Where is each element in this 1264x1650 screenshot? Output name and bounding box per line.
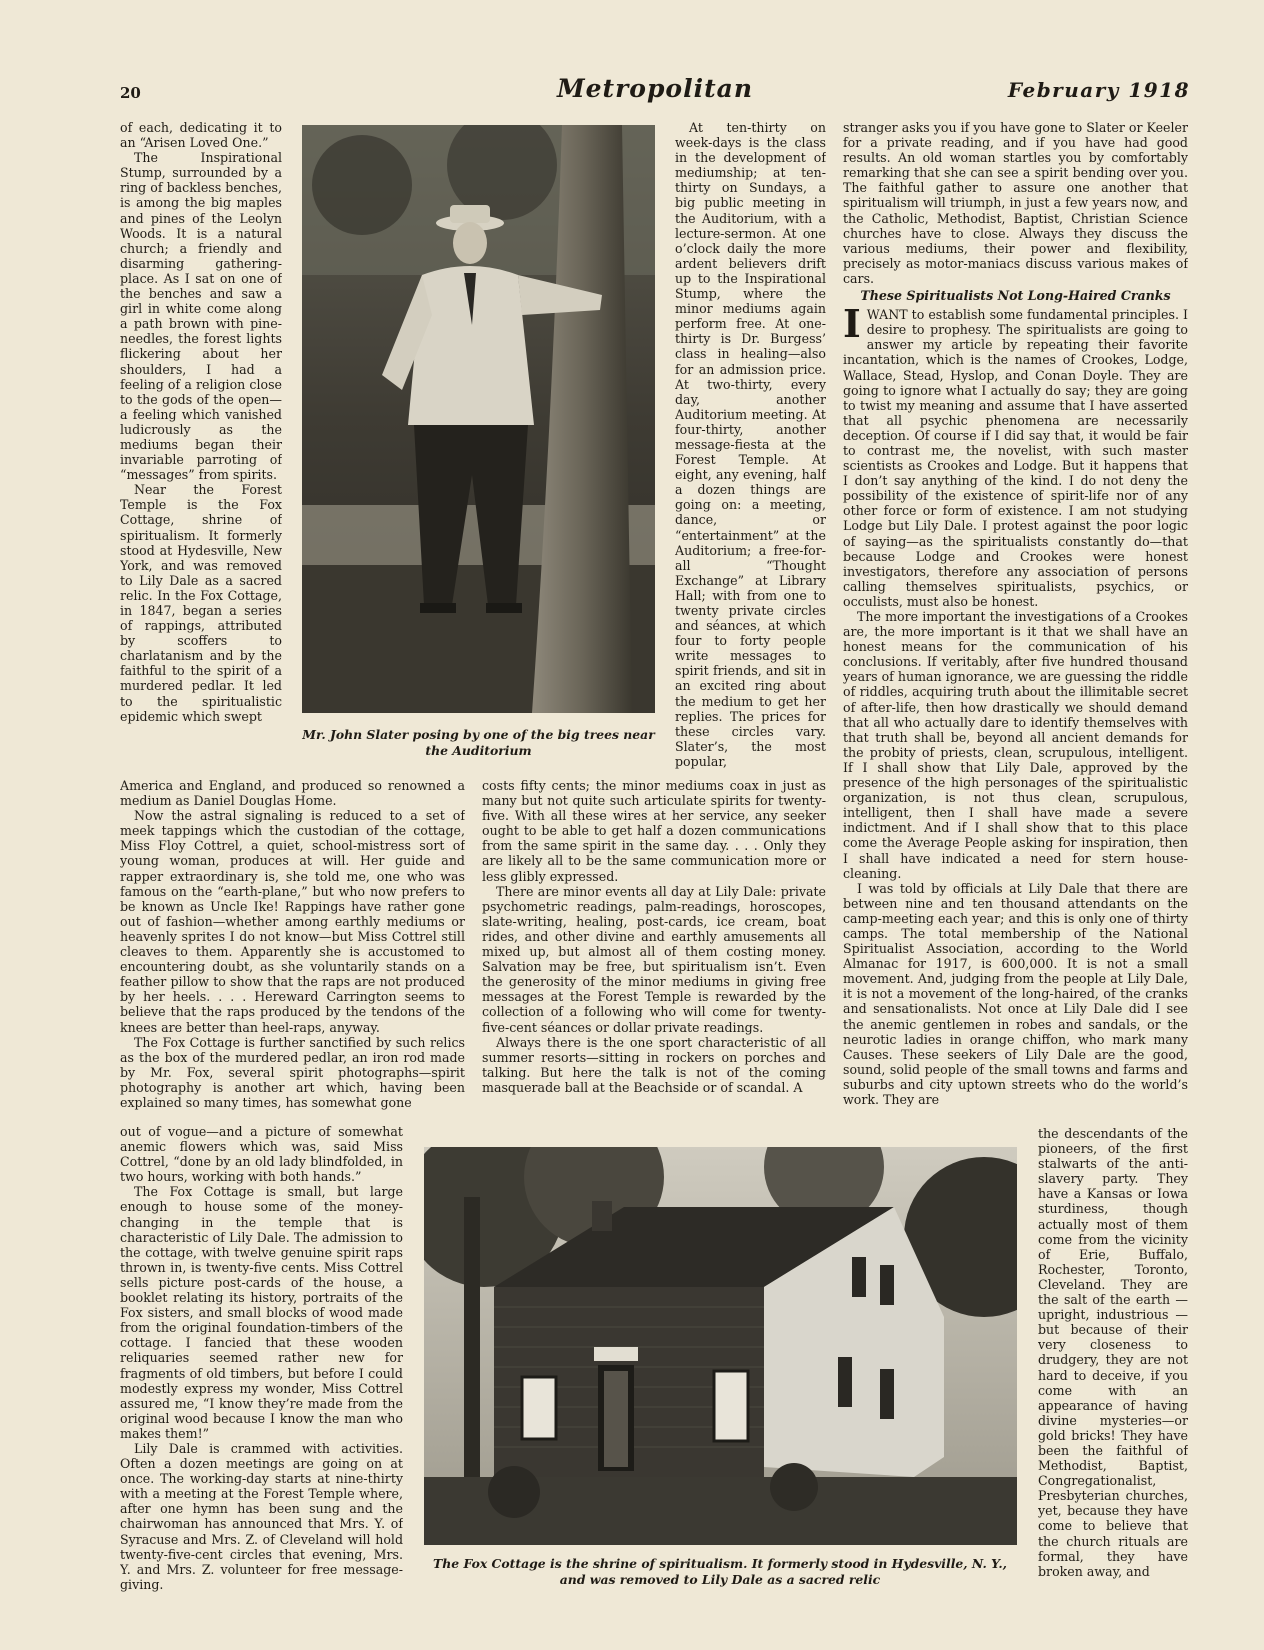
col2-top-text xyxy=(675,120,826,776)
drop-cap: I xyxy=(843,301,861,347)
slater-photo-caption: Mr. John Slater posing by one of the big trees near the Auditorium xyxy=(302,727,655,758)
col1-wide-text xyxy=(120,778,465,1124)
paragraph: costs fifty cents; the minor mediums coax in just as many but not quite such articulate spirits for twenty-five. With all these wires at her service, any seeker ought to be able to get half a dozen communications from the same spirit in the same day. . . . Only they are likely all to be the same communication more or less glibly expressed. xyxy=(482,778,826,884)
fox-cottage-photo xyxy=(424,1147,1017,1545)
paragraph: I was told by officials at Lily Dale that there are between nine and ten thousand attendants on the camp-meeting each year; and this is only one of thirty camps. The total membership of the National Spiritualist Association, according to the World Almanac for 1917, is 600,000. It is not a small movement. And, judging from the people at Lily Dale, it is not a movement of the long-haired, of the cranks and sensationalists. Not once at Lily Dale did I see the anemic gentlemen in robes and sandals, or the neurotic ladies in orange chiffon, who mark many Causes. These seekers of Lily Dale are the good, sound, solid people of the small towns and farms and suburbs and city uptown streets who do the world’s work. They are xyxy=(843,880,1188,1107)
paragraph: America and England, and produced so renowned a medium as Daniel Douglas Home. xyxy=(120,778,465,809)
fox-cottage-illustration xyxy=(424,1147,1017,1545)
paragraph: Lily Dale is crammed with activities. Often a dozen meetings are going on at once. The working-day starts at nine-thirty with a meeting at the Forest Temple where, after one hymn has been sung and the chairwoman has announced that Mrs. Y. of Syracuse and Mrs. Z. of Cleveland will hold twenty-five-cent circles that evening, Mrs. Y. and Mrs. Z. volunteer for free message-giving. xyxy=(120,1440,403,1592)
paragraph: of each, dedicating it to an “Arisen Loved One.” xyxy=(120,120,282,151)
col2-wide-text xyxy=(482,778,826,1124)
paragraph: the descendants of the pioneers, of the first stalwarts of the anti-slavery party. They have a Kansas or Iowa sturdiness, though actually most of them come from the vicinity of Erie, Buffalo, Rochester, Toronto, Cleveland. They are the salt of the earth — upright, industrious — but because of their very closeness to drudgery, they are not hard to deceive, if you come with an appearance of having divine mysteries—or gold bricks! They have been the faithful of Methodist, Baptist, Congregationalist, Presbyterian churches, yet, because they have come to believe that the church rituals are formal, they have broken away, and xyxy=(1038,1126,1188,1579)
paragraph-text: WANT to establish some fundamental principles. I desire to prophesy. The spiritualists are going to answer my article by repeating their favorite incantation, which is the names of Crookes, Lodge, Wallace, Stead, Hyslop, and Conan Doyle. They are going to ignore what I actually do say; they are going to twist my meaning and assume that I have asserted that all psychic phenomena are necessarily deception. Of course if I did say that, it would be fair to contrast me, the novelist, with such master scientists as Crookes and Lodge. But it happens that I don’t say anything of the kind. I do not deny the possibility of the existence of spirit-life nor of any other force or form of existence. I am not studying Lodge but Lily Dale. I protest against the poor logic of saying—as the spiritualists constantly do—that because Lodge and Crookes were honest investigators, therefore any association of persons calling themselves spiritualists, psychics, or occulists, must also be honest. xyxy=(843,307,1188,609)
fox-cottage-photo-caption: The Fox Cottage is the shrine of spiritualism. It formerly stood in Hydesville, N. Y., and was removed to Lily Dale as a sacred relic xyxy=(433,1556,1007,1587)
paragraph: At ten-thirty on week-days is the class in the development of mediumship; at ten-thirty on Sundays, a big public meeting in the Auditorium, with a lecture-sermon. At one o’clock daily the more ardent believers drift up to the Inspirational Stump, where the minor mediums again perform free. At one-thirty is Dr. Burgess’ class in healing—also for an admission price. At two-thirty, every day, another Auditorium meeting. At four-thirty, another message-fiesta at the Forest Temple. At eight, any evening, half a dozen things are going on: a meeting, dance, or “entertainment” at the Auditorium; a free-for-all “Thought Exchange” at Library Hall; with from one to twenty private circles and séances, at which four to forty people write messages to spirit friends, and sit in an excited ring about the medium to get her replies. The prices for these circles vary. Slater’s, the most popular, xyxy=(675,120,826,769)
paragraph: out of vogue—and a picture of somewhat anemic flowers which was, said Miss Cottrel, “done by an old lady blindfolded, in two hours, working with both hands.” xyxy=(120,1124,403,1185)
section-subheading: These Spiritualists Not Long-Haired Cranks xyxy=(860,288,1171,304)
paragraph: Always there is the one sport characteristic of all summer resorts—sitting in rockers on porches and talking. But here the talk is not of the coming masquerade ball at the Beachside or of scandal. A xyxy=(482,1034,826,1095)
masthead: Metropolitan xyxy=(556,74,754,103)
paragraph: The Fox Cottage is small, but large enough to house some of the money-changing in the temple that is characteristic of Lily Dale. The admission to the cottage, with twelve genuine spirit raps thrown in, is twenty-five cents. Miss Cottrel sells picture post-cards of the house, a booklet relating its history, portraits of the Fox sisters, and small blocks of wood made from the original foundation-timbers of the cottage. I fancied that these wooden reliquaries seemed rather new for fragments of old timbers, but before I could modestly express my wonder, Miss Cottrel assured me, “I know they’re made from the original wood because I know the man who makes them!” xyxy=(120,1184,403,1441)
page-header xyxy=(120,74,1190,108)
col1-top-text xyxy=(120,120,282,776)
paragraph: The Fox Cottage is further sanctified by such relics as the box of the murdered pedlar, an iron rod made by Mr. Fox, several spirit photographs—spirit photography is another art which, having been explained so many times, has somewhat gone xyxy=(120,1034,465,1110)
paragraph: There are minor events all day at Lily Dale: private psychometric readings, palm-readings, horoscopes, slate-writing, healing, post-cards, ice cream, boat rides, and other divine and earthly amusements all mixed up, but almost all of them costing money. Salvation may be free, but spiritualism isn’t. Even the generosity of the minor mediums in giving free messages at the Forest Temple is rewarded by the collection of a following who will come for twenty-five-cent séances or dollar private readings. xyxy=(482,883,826,1035)
paragraph: The more important the investigations of a Crookes are, the more important is it that we shall have an honest means for the communication of his conclusions. If veritably, after five hundred thousand years of human ignorance, we are guessing the riddle of riddles, acquiring truth about the illimitable secret of after-life, then how drastically we should demand that all who actually dare to identify themselves with that truth shall be, beyond all ancient demands for the probity of priests, clean, scrupulous, intelligent. If I shall show that Lily Dale, approved by the presence of the high personages of the spiritualistic organization, is not thus clean, scrupulous, intelligent, then I shall have made a severe indictment. And if I shall show that to this place come the Average People asking for inspiration, then I shall have indicated a need for stern house-cleaning. xyxy=(843,609,1188,881)
col3-narrow-text xyxy=(1038,1126,1188,1596)
slater-photo-illustration xyxy=(302,125,655,713)
col3-text xyxy=(843,120,1188,1124)
paragraph: Near the Forest Temple is the Fox Cottage, shrine of spiritualism. It formerly stood at Hydesville, New York, and was removed to Lily Dale as a sacred relic. In the Fox Cottage, in 1847, began a series of rappings, attributed by scoffers to charlatanism and by the faithful to the spirit of a murdered pedlar. It led to the spiritualistic epidemic which swept xyxy=(120,482,282,724)
page-number: 20 xyxy=(120,84,141,102)
paragraph: Now the astral signaling is reduced to a set of meek tappings which the custodian of the cottage, Miss Floy Cottrel, a quiet, school-mistress sort of young woman, produces at will. Her guide and rapper extraordinary is, she told me, one who was famous on the “earth-plane,” but who now prefers to be known as Uncle Ike! Rappings have rather gone out of fashion—whether among earthly mediums or heavenly sprites I do not know—but Miss Cottrel still cleaves to them. Apparently she is accustomed to encountering doubt, as she voluntarily stands on a feather pillow to show that the raps are not produced by her heels. . . . Hereward Carrington seems to believe that the raps produced by the tendons of the knees are better than heel-raps, anyway. xyxy=(120,808,465,1035)
issue-date: February 1918 xyxy=(1007,78,1190,102)
slater-photo xyxy=(302,125,655,713)
col1-bottom-text xyxy=(120,1124,403,1594)
paragraph: The Inspirational Stump, surrounded by a ring of backless benches, is among the big maples and pines of the Leolyn Woods. It is a natural church; a friendly and disarming gathering-place. As I sat on one of the benches and saw a girl in white come along a path brown with pine-needles, the forest lights flickering about her shoulders, I had a feeling of a religion close to the gods of the open—a feeling which vanished ludicrously as the mediums began their invariable parroting of “messages” from spirits. xyxy=(120,150,282,483)
paragraph xyxy=(843,301,1188,609)
paragraph: stranger asks you if you have gone to Slater or Keeler for a private reading, and if you have had good results. An old woman startles you by comfortably remarking that she can see a spirit bending over you. The faithful gather to assure one another that spiritualism will triumph, in just a few years now, and the Catholic, Methodist, Baptist, Christian Science churches have to close. Always they discuss the various mediums, their power and flexibility, precisely as motor-maniacs discuss various makes of cars. xyxy=(843,120,1188,286)
